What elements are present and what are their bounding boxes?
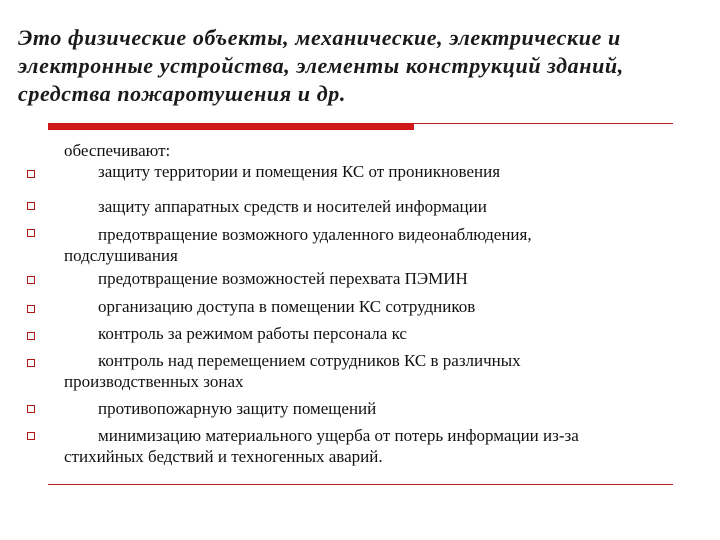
- list-item-text: [64, 350, 704, 392]
- list-item-line: организацию доступа в помещении КС сотрудников: [98, 297, 476, 316]
- slide-title: [18, 24, 708, 108]
- list-item-text: [64, 196, 704, 217]
- list-item-line: подслушивания: [64, 246, 178, 265]
- list-item-line: контроль над перемещением сотрудников КС в различных: [98, 351, 521, 370]
- list-item-text: [64, 161, 704, 182]
- title-line-2: электронные устройства, элементы конструкций зданий,: [18, 53, 624, 78]
- square-bullet-icon: [27, 170, 35, 178]
- list-item-line: контроль за режимом работы персонала кс: [98, 324, 407, 343]
- square-bullet-icon: [27, 359, 35, 367]
- bottom-divider-line: [48, 484, 673, 485]
- list-item-text: [64, 323, 704, 344]
- square-bullet-icon: [27, 276, 35, 284]
- square-bullet-icon: [27, 202, 35, 210]
- list-item-line: защиту аппаратных средств и носителей информации: [98, 197, 487, 216]
- square-bullet-icon: [27, 332, 35, 340]
- list-item-text: [64, 398, 704, 419]
- list-item-text: [64, 224, 704, 266]
- list-item-text: [64, 268, 704, 289]
- list-item-line: минимизацию материального ущерба от потерь информации из-за: [98, 426, 579, 445]
- list-item-line: производственных зонах: [64, 372, 244, 391]
- title-line-3: средства пожаротушения и др.: [18, 81, 346, 106]
- list-item-line: стихийных бедствий и техногенных аварий.: [64, 447, 383, 466]
- list-item-line: защиту территории и помещения КС от проникновения: [98, 162, 501, 181]
- top-accent-bar: [48, 123, 414, 130]
- intro-text: обеспечивают:: [64, 141, 171, 160]
- list-item-line: противопожарную защиту помещений: [98, 399, 377, 418]
- square-bullet-icon: [27, 305, 35, 313]
- list-item-line: предотвращение возможного удаленного видеонаблюдения,: [98, 225, 532, 244]
- list-item-text: [64, 425, 704, 467]
- square-bullet-icon: [27, 432, 35, 440]
- square-bullet-icon: [27, 229, 35, 237]
- title-line-1: Это физические объекты, механические, электрические и: [18, 25, 621, 50]
- list-item-text: [64, 296, 704, 317]
- list-item-line: предотвращение возможностей перехвата ПЭМИН: [98, 269, 468, 288]
- square-bullet-icon: [27, 405, 35, 413]
